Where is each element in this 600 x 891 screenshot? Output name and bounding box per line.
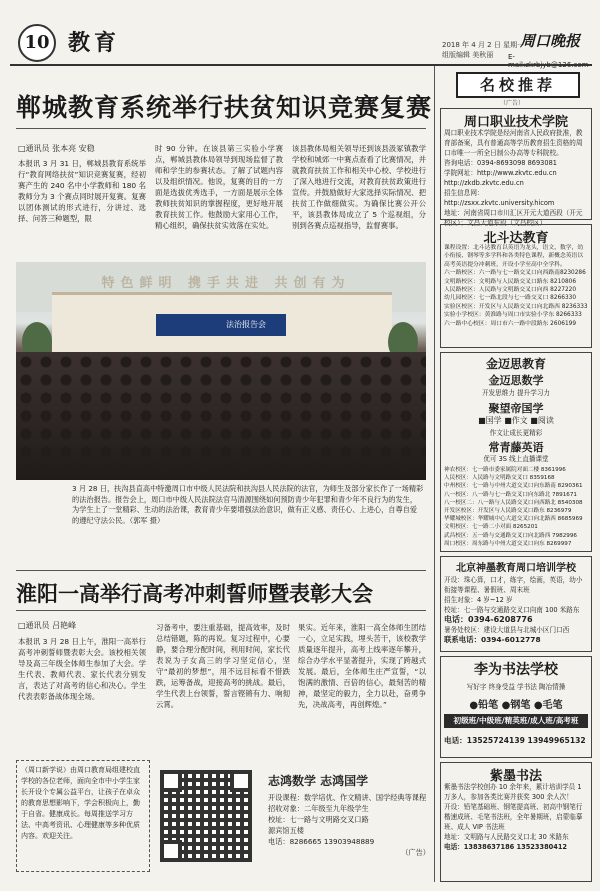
ad-pens: ●铅笔 ●钢笔 ●毛笔 — [469, 700, 563, 711]
divider — [16, 570, 426, 571]
editor-email: E- — [508, 53, 515, 61]
ad-body: 开设：珠心算，口才，练字，绘画，英语，幼小衔接等课程、暑假班、周末班 招生对象：4 岁~12 岁 校址：七一路与交通路交叉口向南 100 米路东 电话：0394-6208776 暑务处校区：建设大道县与北城小区门口西 联系电话：0394-6012778 — [444, 576, 583, 644]
ad-subtitle: 金迈思数学 — [488, 374, 544, 387]
ad-title: 李为书法学校 — [474, 662, 558, 678]
ad-campuses: 神农校区：七一路市委家属院对面二楼 8361996 人民校区：人民路与文明路交叉口 8359168 中州校区：七一路与中州大道交叉口向东路南 8290361 八一校区：八一路与七一路交叉口向东路北 7891671 八一校区二：八一路与人民路交叉口向西路北 8540308 开发区校区：开发区与人民路交叉口路东 8236979 华耀城校区：华耀城中心大道交叉口向北路西 8685969 文明校区：七一路二小对面 8265201 武昌校区：五一路与交通路交叉口向北路西 7982996 周口校区：周东路与中州大道交叉口向东 8269997 — [444, 467, 583, 547]
ad-title: 北京神墨教育周口培训学校 — [456, 563, 576, 574]
article-column: 本报讯 3 月 31 日，郸城县教育系统举行“教育网络扶贫”知识竞赛复赛，经初赛产生的 240 名中小学教师和 180 名教师分为 3 个赛点同时展开复赛。复赛以团体测试的形式进行，分讲过、选择、问答三种题型，限 — [18, 159, 146, 223]
news-photo — [16, 262, 426, 480]
ad-title: 志鸿数学 志鸿国学 — [268, 774, 369, 788]
photo-stage — [156, 314, 286, 336]
headline-second: 淮阳一高举行高考冲刺誓师暨表彰大会 — [16, 581, 373, 606]
byline: □通讯员 吕艳峰 — [18, 621, 77, 630]
page-header — [10, 22, 592, 62]
article-column: 习备考中，要注重基础，提高效率，及时总结错题，陈的再说。复习过程中，心要静，要合理分配时间，利用时间，家长代表说为子女高三的学习坚定信心，坚守“最初的梦想”，用不远目标看不惜跌跌，运筹备战，迎接高考的挑战。最后，学生代表上台领誓，誓言铿锵有力、响彻云霄。 — [156, 623, 290, 709]
divider — [16, 610, 426, 611]
ad-body: 紫墨书法学校创办 10 余年来，累计培训学员 1 万多人，参加各类比赛并获奖 300 余人次！ 开设：铅笔基础班、钢笔提高班、初高中钢笔行楷速成班、毛笔书法班，全年暑期班，启蒙临摹班、成人 VIP 书法班 地址：文明路与人民路交叉口北 30 米路东 电话：13838637186 13523380412 — [444, 783, 583, 851]
byline: □通讯员 张本亮 安稳 — [18, 144, 95, 153]
ad-line: 招收对象：二年级至九年级学生 — [268, 804, 369, 813]
ad-title: 金迈思教育 — [485, 357, 546, 371]
ad-subtitle: 聚望帝国学 — [488, 402, 544, 415]
article-column: 本报讯 3 月 28 日上午，淮阳一高举行高考冲刺誓师暨表彰大会。该校相关领导及高三年级全体师生参加了大会。学生代表、教师代表、家长代表分别发言，表达了对高考的信心和决心。学生代表表彰备战体现全场。 — [18, 637, 146, 701]
stage-text: 法治报告会 — [226, 320, 266, 329]
photo-banner: 特色鲜明 携手共进 共创有为 — [101, 276, 351, 291]
headline-main: 郸城教育系统举行扶贫知识竞赛复赛 — [16, 93, 433, 122]
ad-label: （广告） — [500, 100, 525, 107]
ad-title: 周口职业技术学院 — [463, 115, 568, 130]
ad-slogan: 开发思维力 提升学习力 — [481, 389, 551, 397]
ad-title: 北斗达教育 — [483, 231, 549, 246]
ad-items: ■国学 ■作文 ■阅读 — [478, 416, 554, 425]
section-title: 教育 — [68, 30, 121, 56]
ad-motto: 写好字 终身受益 学书法 陶冶情操 — [466, 683, 566, 691]
zhihong-ad — [268, 772, 430, 858]
ad-line: 电话：8286665 13903948889 — [268, 837, 375, 846]
issue-date: 2018 年 4 月 2 日 星期一 组版编辑 美秋丽 — [442, 41, 525, 59]
qr-code[interactable] — [160, 770, 252, 862]
qr-finder — [230, 770, 252, 792]
ad-slogan: 优可 3S 线上直播课堂 — [483, 455, 549, 463]
photo-crowd — [16, 352, 426, 480]
photo-caption: 3 月 28 日，扶沟县直高中特邀周口市中级人民法院和扶沟县人民法院的法官，为师生及部分家长作了一场精彩的法治报告。报告会上，周口市中级人民法院法官马清源围绕如何预防青少年犯罪和青少年不良行为的发生，为学生上了一堂精彩、生动的法治课，教育青少年要增强法治意识，做有正义感、责任心、上进心，自尊自爱的遵纪守法公民。（郭军 摄） — [72, 484, 424, 525]
ad-slogan: 作文让成长更精彩 — [489, 429, 543, 437]
ad-note: （广告） — [401, 848, 430, 857]
qr-finder — [160, 770, 182, 792]
ad-phone: 电话：13525724139 13949965132 — [444, 736, 586, 745]
ad-body: 周口职业技术学院是经河南省人民政府批准，教育部备案，具有普通高等学历教育招生资格的周口市唯一一所全日制公办高等专科院校。 咨询电话：0394-8693098 8693081 学院网址：http://www.zkvtc.edu.cn http://zkdb.zkvtc.edu.cn 招生信息网：http://zsxx.zkvtc.university.hicom 地址：河南省周口市川汇区开元大道西段（开元校区）；文昌大道东段（文昌校区） — [444, 129, 583, 227]
ad-line: 校址：七一路与文明路交叉口路 — [268, 815, 369, 824]
section-tag: 名校推荐 — [456, 72, 580, 98]
column-divider — [434, 66, 435, 882]
page-number: 10 — [18, 24, 56, 62]
quote-box: （周口新学说）由周口教育局组建校直学校的各位老师，面向全市中小学生家长开设个专属公益平台，让孩子在卓众的教育思想影响下，学会积极向上，勤于自省。健康成长。每周推送学习方法、中高考资讯、心理健康等多种优质内容。欢迎关注。 — [16, 760, 150, 872]
ad-line: 开设课程：数学培优、作文精讲、国学经典等课程 — [268, 793, 427, 802]
ad-title: 紫墨书法 — [489, 769, 542, 784]
ad-body: 课程设置：北斗达教育以英语为龙头，语文、数学，幼小衔接、钢琴等多学科和各类特色课程，新概念英语以高考英语提分冲刺班，开设小学至高中全学科。 六一路校区：六一路与七一路交叉口向西路南8230286 文明路校区：文明路与人民路交叉口路东 8210806 人民路校区：人民路与文明路交叉口向西 8227220 幼儿园校区：七一路北段与七一路交叉口 8266330 实验区校区：开发区与人民路交叉口向北路西 8236333 实验小学校区：黄淮路与周口市实验小学东 8266333 六一路中心校区：周口市六一路中段路东 2606199 — [444, 245, 588, 327]
ad-class-bar: 初级班/中级班/精英班/成人班/高考班 — [444, 714, 588, 728]
article-column: 时 90 分钟。在该县第三实验小学赛点，郸城县教体局领导到现场监督了教师和学生的参赛状态。了解了试题内容以及组织情况。他说，复赛的目的一方面是选拔优秀选手，一方面是展示全体教师扶贫知识的掌握程度，更好地开展教育扶贫工作。他鼓励大家用心工作，精心组织，确保扶贫实效落在实处。 — [155, 144, 283, 230]
article-column: 该县教体局相关领导还到该县汲冢镇教学学校和城郊一中赛点查看了比赛情况，并就教育扶贫工作和相关中心校、学校进行了深入地进行交流，对教育扶贫政策进行宣传。并鼓励做好大家选择实际情况、把扶贫工作做细做实。为确保比赛公开公平，该县教体局成立了 5 个巡视组，分别到各赛点巡视指导，监督赛事。 — [292, 144, 426, 230]
header-divider — [10, 64, 592, 66]
article-column: 果实。近年来，淮阳一高全体师生团结一心，立足实践，埋头苦干，该校教学质量逐年提升，高考上线率逐年攀升，综合办学水平显著提升，实现了跨越式发展。最后，全体师生庄严宣誓，“以饱满的激情、百倍的信心，最刻苦的精神，最坚定的毅力，全力以赴，奋勇争先，决战高考，再创辉煌。” — [298, 623, 426, 709]
ad-subtitle: 常青藤英语 — [488, 441, 544, 454]
divider — [16, 128, 426, 129]
ad-line: 源宾馆五楼 — [268, 826, 304, 835]
qr-finder — [160, 840, 182, 862]
masthead-logo: 周口晚报 — [520, 32, 581, 50]
